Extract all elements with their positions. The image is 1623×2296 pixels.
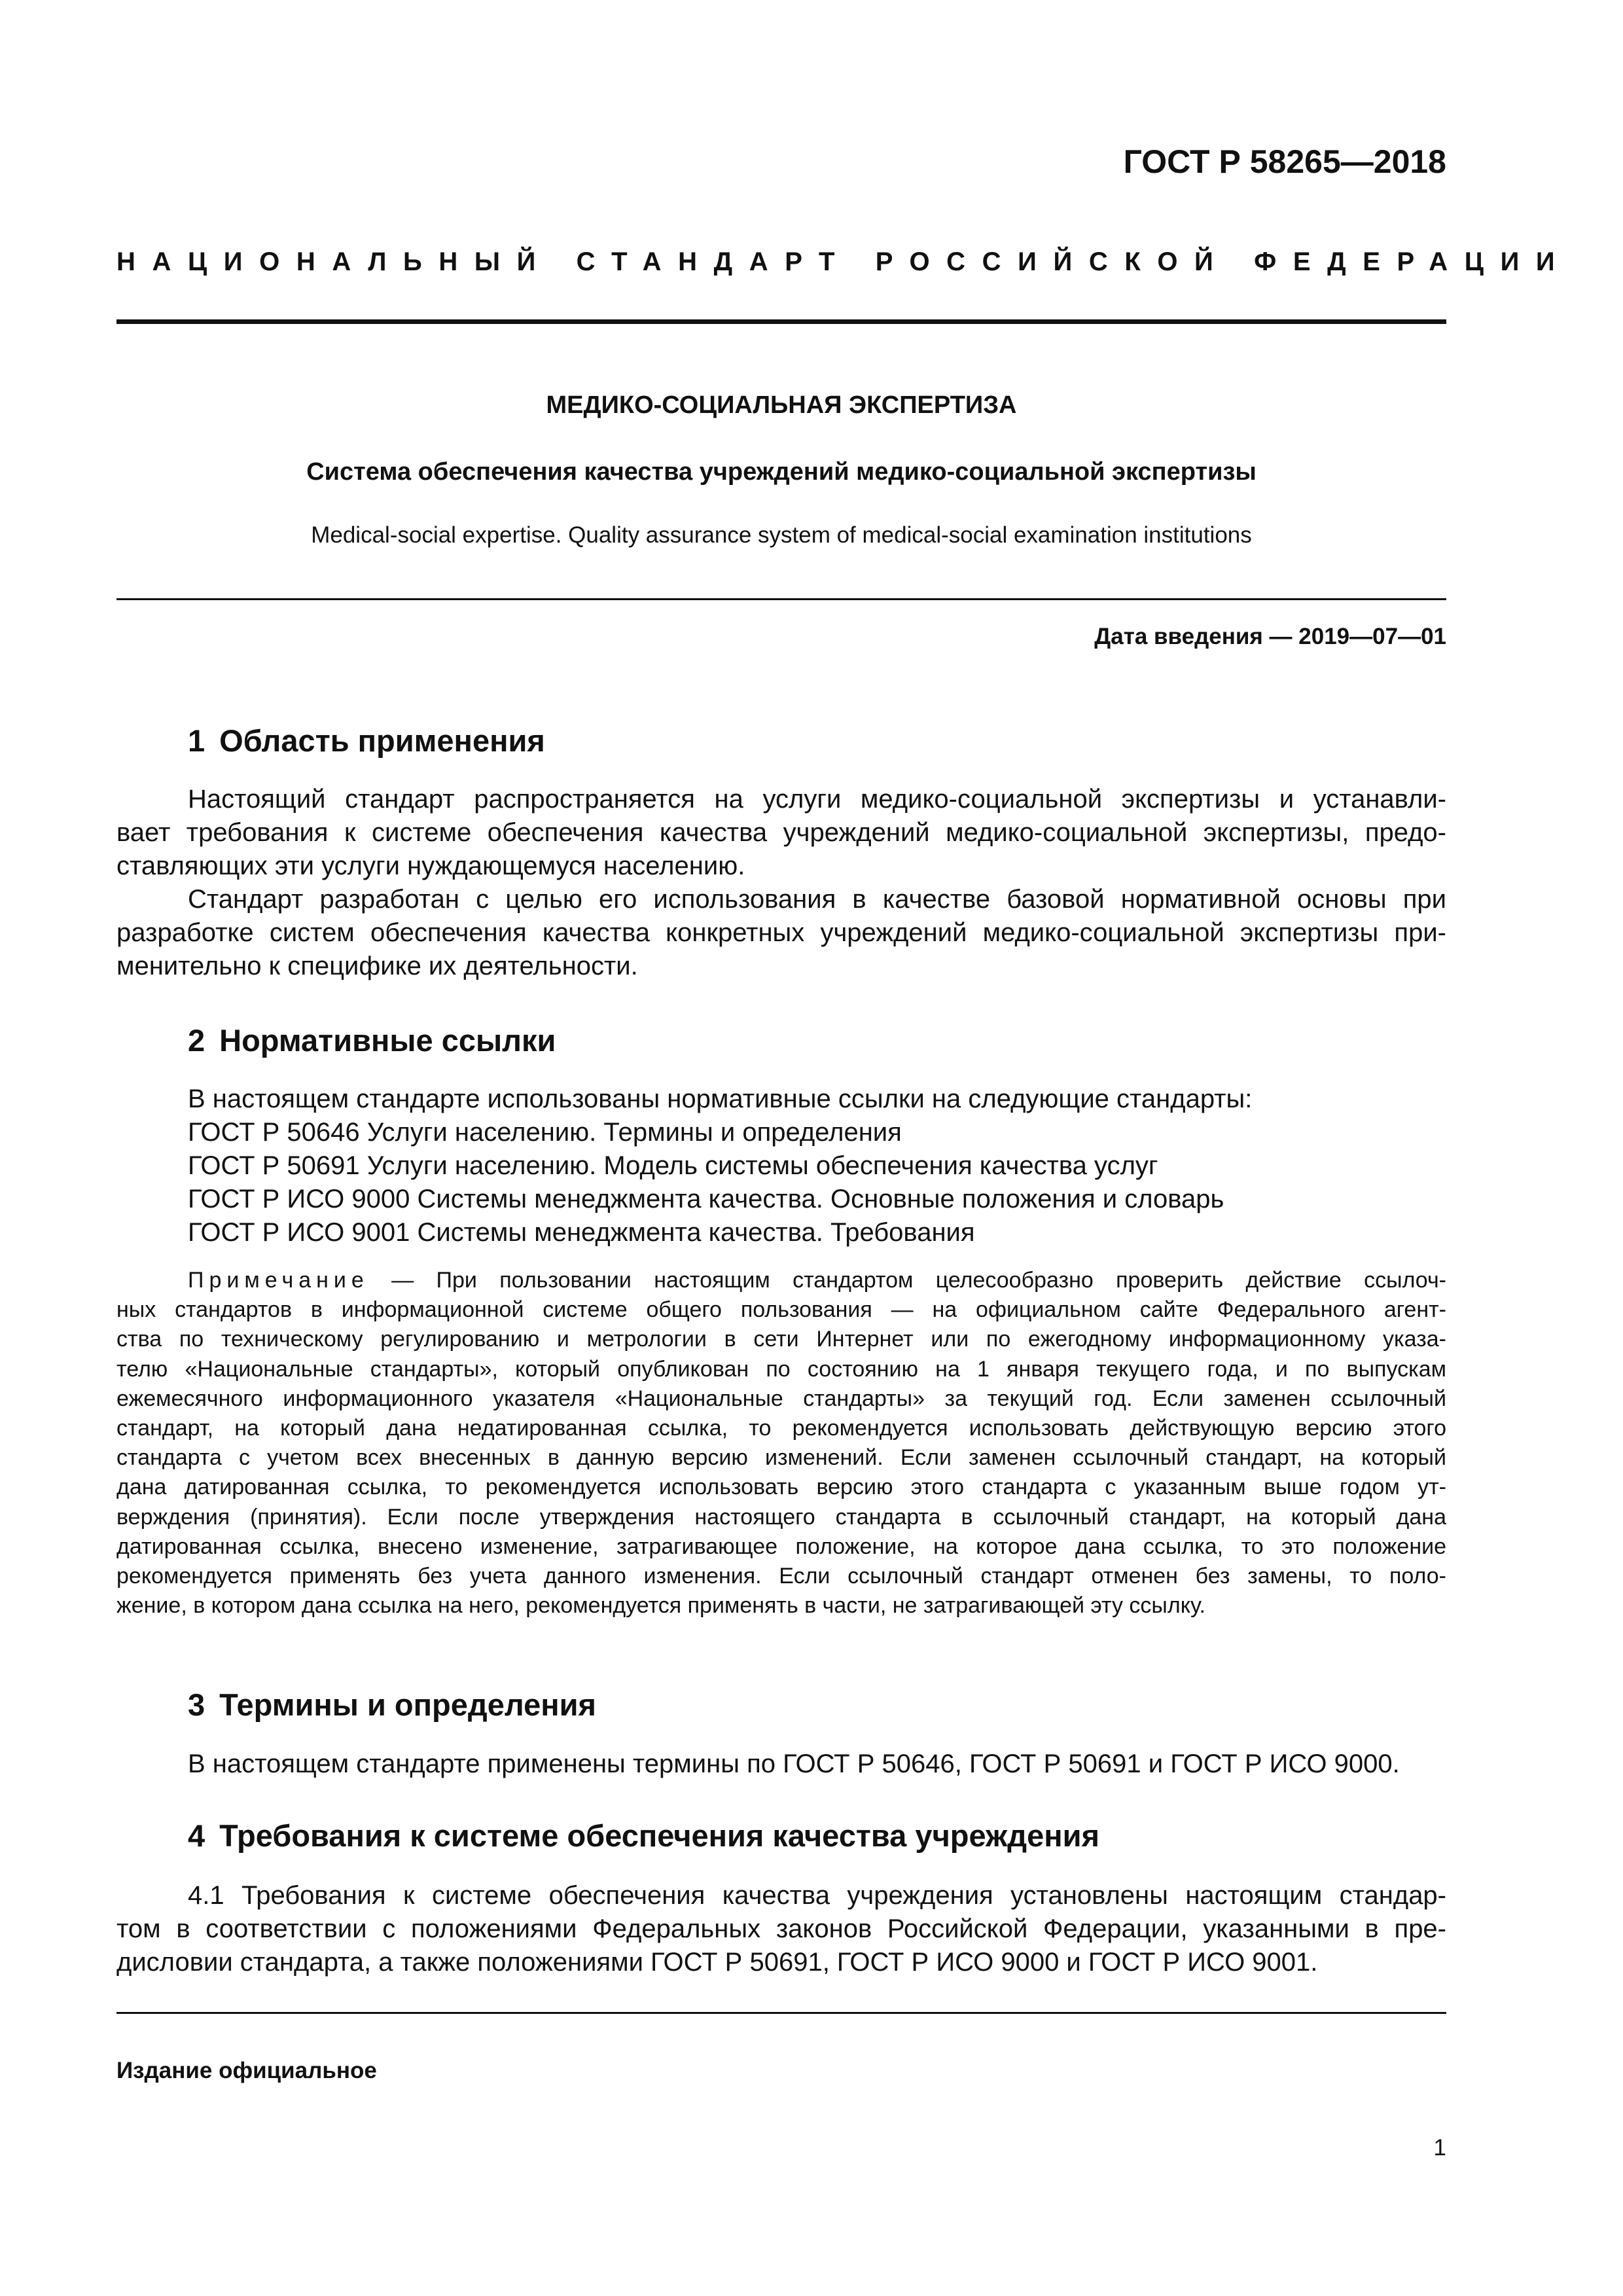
references-intro: В настоящем стандарте использованы нормативные ссылки на следующие стандарты: xyxy=(188,1085,1253,1113)
section-1-paragraph-2 xyxy=(116,883,1446,983)
section-4-paragraph-1 xyxy=(116,1879,1446,1979)
note-line: телю «Национальные стандарты», который опубликован по состоянию на 1 января текущего года, и по выпускам xyxy=(116,1356,1446,1382)
section-title: Термины и определения xyxy=(219,1687,596,1722)
note-line: дана датированная ссылка, то рекомендуется использовать версию этого стандарта с указанным выше годом ут- xyxy=(116,1475,1446,1500)
section-1-heading xyxy=(188,723,545,759)
section-number: 2 xyxy=(188,1023,205,1058)
section-4-heading xyxy=(188,1818,1099,1854)
text-line: ставляющих эти услуги нуждающемуся населению. xyxy=(116,852,745,880)
reference-item: ГОСТ Р ИСО 9001 Системы менеджмента качества. Требования xyxy=(188,1218,975,1247)
section-3-text xyxy=(188,1748,1400,1781)
text-line: 4.1 Требования к системе обеспечения качества учреждения установлены настоящим стандар- xyxy=(188,1881,1446,1910)
text-line: менительно к специфике их деятельности. xyxy=(116,952,638,980)
national-standard-heading: НАЦИОНАЛЬНЫЙ СТАНДАРТ РОССИЙСКОЙ ФЕДЕРАЦИИ xyxy=(116,247,1572,276)
note-line: датированная ссылка, внесено изменение, затрагивающее положение, на которое дана ссылка, то это положение xyxy=(116,1534,1446,1559)
section-3-heading xyxy=(188,1687,596,1723)
section-1-paragraph-1 xyxy=(116,783,1446,883)
footer-rule xyxy=(116,2012,1446,2014)
note-line: ных стандартов в информационной системе общего пользования — на официальном сайте Федерального агент- xyxy=(116,1297,1446,1323)
note-first-line xyxy=(116,1266,1446,1295)
document-title: МЕДИКО-СОЦИАЛЬНАЯ ЭКСПЕРТИЗА xyxy=(546,391,1017,419)
reference-item: ГОСТ Р 50691 Услуги населению. Модель системы обеспечения качества услуг xyxy=(188,1151,1158,1180)
reference-item: ГОСТ Р ИСО 9000 Системы менеджмента качества. Основные положения и словарь xyxy=(188,1185,1224,1213)
section-number: 3 xyxy=(188,1687,205,1722)
section-2-heading xyxy=(188,1022,556,1058)
section-title: Требования к системе обеспечения качества учреждения xyxy=(219,1818,1099,1853)
section-number: 4 xyxy=(188,1818,205,1853)
text-line: В настоящем стандарте применены термины по ГОСТ Р 50646, ГОСТ Р 50691 и ГОСТ Р ИСО 9000. xyxy=(188,1749,1400,1778)
note-line: жение, в котором дана ссылка на него, рекомендуется применять в части, не затрагивающей эту ссылку. xyxy=(116,1593,1206,1619)
gost-code: ГОСТ Р 58265—2018 xyxy=(1123,143,1446,180)
reference-item: ГОСТ Р 50646 Услуги населению. Термины и определения xyxy=(188,1118,902,1147)
normative-references xyxy=(188,1083,1252,1249)
note-text: — При пользовании настоящим стандартом целесообразно проверить действие ссылоч- xyxy=(368,1268,1446,1293)
note-line: стандарт, на который дана недатированная ссылка, то рекомендуется использовать действующую версию этого xyxy=(116,1415,1446,1441)
page-number: 1 xyxy=(1433,2135,1446,2161)
text-line: вает требования к системе обеспечения качества учреждений медико-социальной экспертизы, предо- xyxy=(116,818,1446,847)
section-number: 1 xyxy=(188,723,205,758)
text-line: разработке систем обеспечения качества конкретных учреждений медико-социальной экспертизы при- xyxy=(116,918,1446,947)
note-label: Примечание xyxy=(188,1268,369,1293)
note-line: стандарта с учетом всех внесенных в данную версию изменений. Если заменен ссылочный стандарт, на который xyxy=(116,1445,1446,1471)
official-edition-label: Издание официальное xyxy=(116,2058,377,2083)
section-title: Нормативные ссылки xyxy=(219,1023,556,1058)
text-line: Стандарт разработан с целью его использования в качестве базовой нормативной основы при xyxy=(188,885,1446,914)
note-line: ежемесячного информационного указателя «Национальные стандарты» за текущий год. Если заменен ссылочный xyxy=(116,1386,1446,1411)
note-line: рекомендуется применять без учета данного изменения. Если ссылочный стандарт отменен без замены, то поло- xyxy=(116,1563,1446,1588)
note-line: ства по техническому регулированию и метрологии в сети Интернет или по ежегодному информационному указа- xyxy=(116,1327,1446,1352)
header-rule xyxy=(116,319,1446,324)
note-line: верждения (принятия). Если после утверждения настоящего стандарта в ссылочный стандарт, на который дана xyxy=(116,1504,1446,1530)
section-2-note xyxy=(116,1266,1446,1621)
title-rule xyxy=(116,598,1446,600)
text-line: том в соответствии с положениями Федеральных законов Российской Федерации, указанными в пре- xyxy=(116,1914,1446,1943)
document-subtitle: Система обеспечения качества учреждений медико-социальной экспертизы xyxy=(306,458,1257,486)
text-line: дисловии стандарта, а также положениями ГОСТ Р 50691, ГОСТ Р ИСО 9000 и ГОСТ Р ИСО 9001. xyxy=(116,1948,1318,1977)
introduction-date: Дата введения — 2019—07—01 xyxy=(1094,624,1446,649)
section-title: Область применения xyxy=(219,723,545,758)
text-line: Настоящий стандарт распространяется на услуги медико-социальной экспертизы и устанавли- xyxy=(188,785,1446,814)
document-title-english: Medical-social expertise. Quality assurance system of medical-social examination institutions xyxy=(311,522,1252,548)
